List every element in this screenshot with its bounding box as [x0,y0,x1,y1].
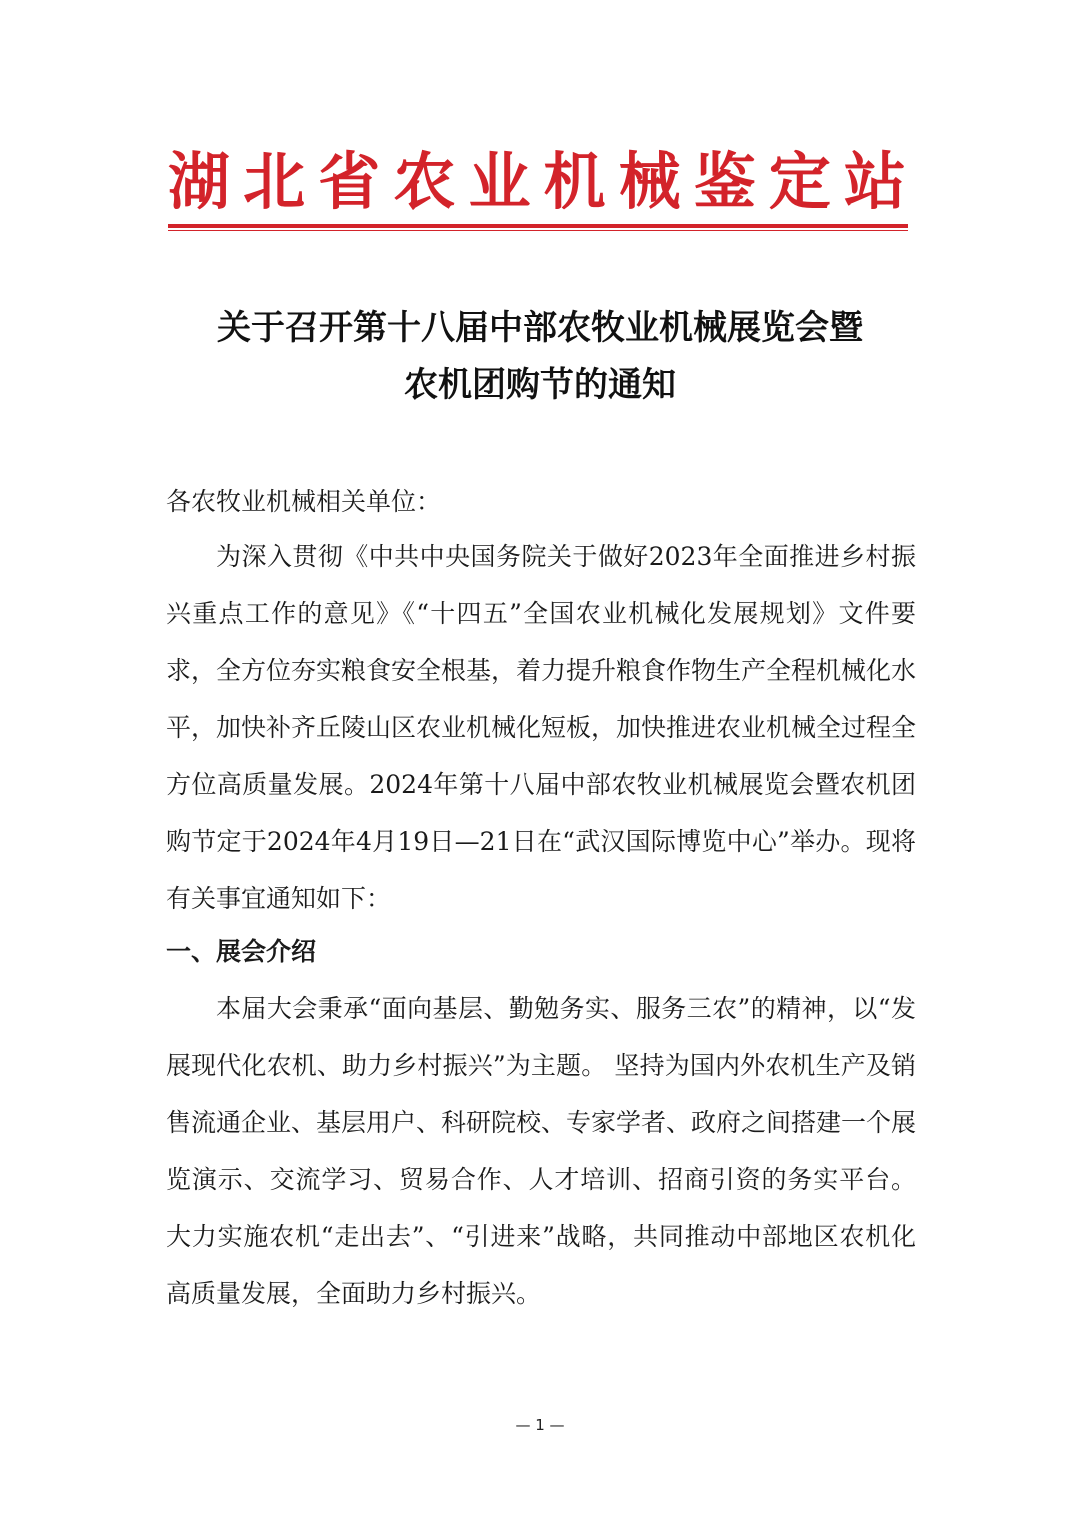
page-number: — 1 — [515,1416,565,1434]
section-heading-exhibition-intro: 一、展会介绍 [166,937,317,966]
intro-paragraph: 为深入贯彻《中共中央国务院关于做好2023年全面推进乡村振兴重点工作的意见》《“十四五”全国农业机械化发展规划》文件要求，全方位夯实粮食安全根基，着力提升粮食作物生产全程机械化水平，加快补齐丘陵山区农业机械化短板，加快推进农业机械全过程全方位高质量发展。2024年第十八届中部农牧业机械展览会暨农机团购节定于2024年4月19日—21日在“武汉国际博览中心”举办。现将有关事宜通知如下： [166,542,917,913]
exhibition-intro-paragraph: 本届大会秉承“面向基层、勤勉务实、服务三农”的精神，以“发展现代化农机、助力乡村振兴”为主题。 坚持为国内外农机生产及销售流通企业、基层用户、科研院校、专家学者、政府之间搭建一个展览演示、交流学习、贸易合作、人才培训、招商引资的务实平台。 大力实施农机“走出去”、“引进来”战略，共同推动中部地区农机化高质量发展，全面助力乡村振兴。 [166,994,917,1308]
document-title-line1: 关于召开第十八届中部农牧业机械展览会暨 [217,308,863,348]
salutation: 各农牧业机械相关单位： [166,487,442,516]
document-title-line2: 农机团购节的通知 [404,365,676,405]
letterhead-org-name: 湖北省农业机械鉴定站 [168,145,908,218]
letterhead-divider-thin [168,230,908,231]
letterhead-divider [168,224,908,228]
